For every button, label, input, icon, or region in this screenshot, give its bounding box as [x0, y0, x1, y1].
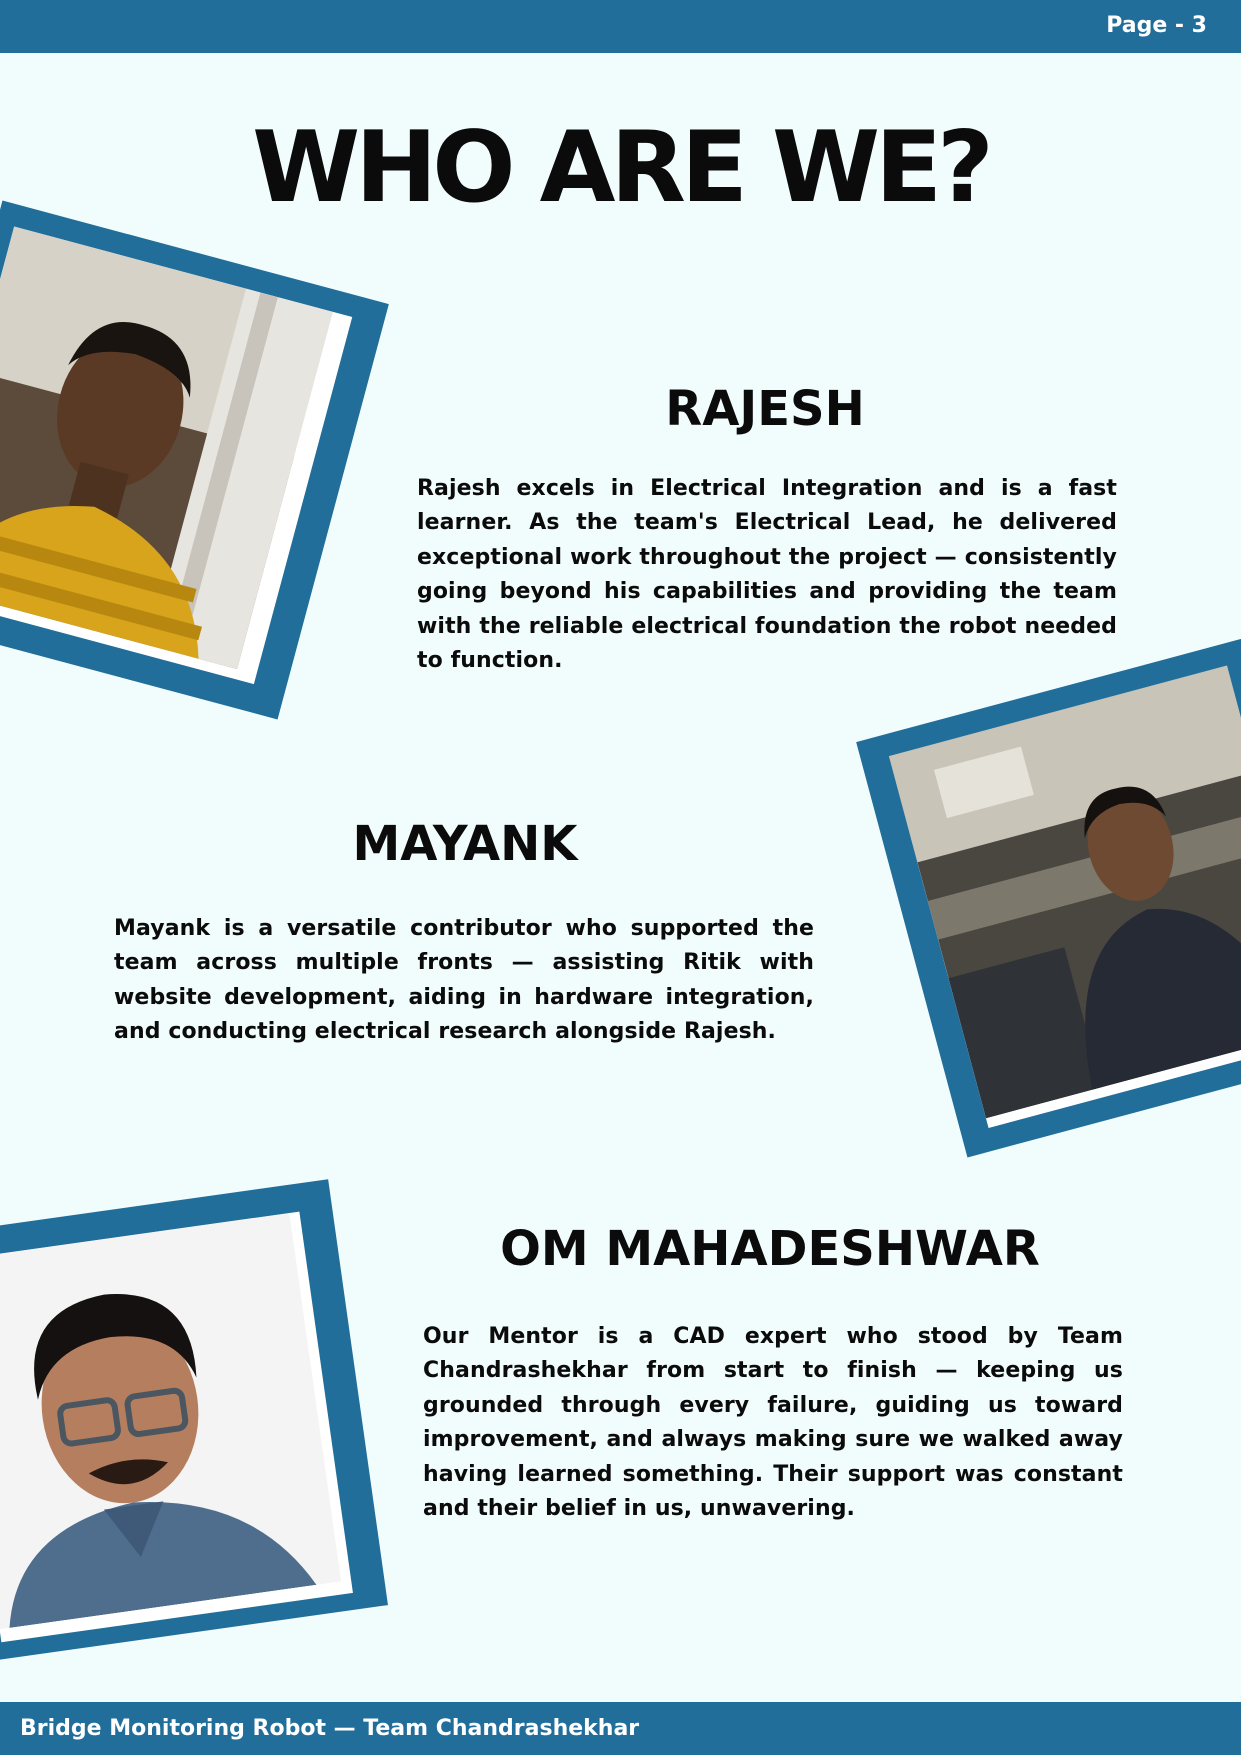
- photo-frame-mayank: [856, 639, 1241, 1158]
- footer-bar: [0, 1702, 1241, 1755]
- om-photo-image: [0, 1213, 341, 1629]
- page-number: Page - 3: [1106, 13, 1207, 38]
- photo-frame-om: [0, 1179, 388, 1660]
- member-name-rajesh: RAJESH: [665, 381, 865, 437]
- page-title: WHO ARE WE?: [252, 111, 989, 225]
- om-photo: [0, 1213, 341, 1629]
- footer-text: Bridge Monitoring Robot — Team Chandrashekhar: [20, 1716, 640, 1741]
- member-name-mayank: MAYANK: [352, 816, 578, 872]
- header-bar: [0, 0, 1241, 53]
- member-bio-mayank: Mayank is a versatile contributor who supported the team across multiple fronts — assisting Ritik with website development, aiding in hardware integration, and conducting electrical research alongside Rajesh.: [114, 916, 814, 1045]
- member-bio-rajesh: Rajesh excels in Electrical Integration and is a fast learner. As the team's Electrical Lead, he delivered exceptional work throughout the project — consistently going beyond his capabilities and providing the team with the reliable electrical foundation the robot needed to function.: [417, 476, 1117, 674]
- member-name-om: OM MAHADESHWAR: [500, 1221, 1040, 1277]
- photo-frame-rajesh: [0, 201, 389, 720]
- member-bio-om: Our Mentor is a CAD expert who stood by Team Chandrashekhar from start to finish — keeping us grounded through every failure, guiding us toward improvement, and always making sure we walked away having learned something. Their support was constant and their belief in us, unwavering.: [423, 1324, 1123, 1522]
